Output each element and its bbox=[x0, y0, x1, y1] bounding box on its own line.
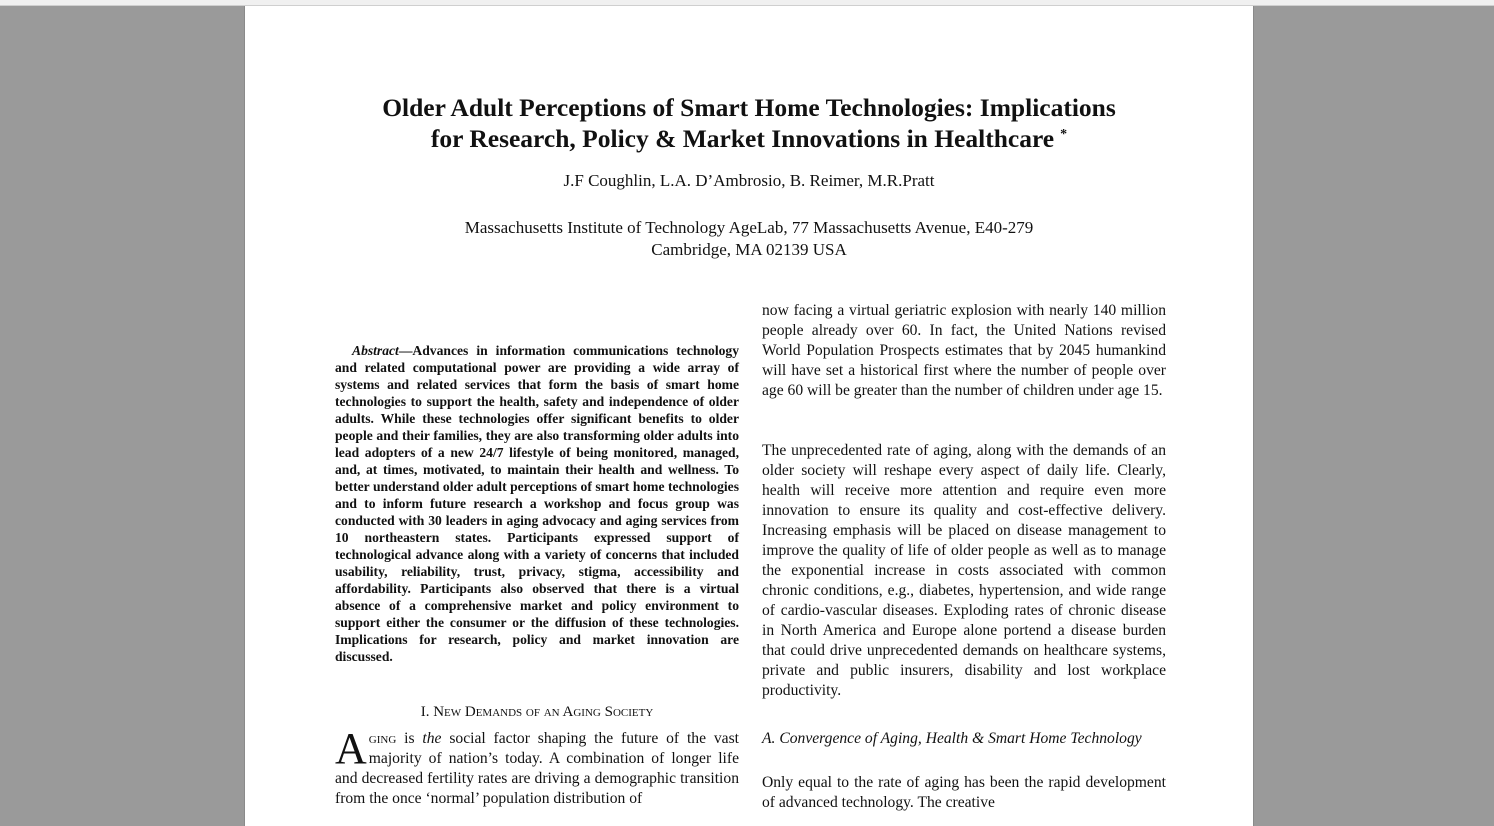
drop-cap: A bbox=[335, 724, 367, 773]
right-column-paragraph-2: The unprecedented rate of aging, along with the demands of an older society will reshape every aspect of daily life. Clearly, health will receive more attention and require even more innovation to ensure its quality and cost-effective delivery. Increasing emphasis will be placed on disease management to improve the quality of life of older people as well as to manage the exponential increase in costs associated with common chronic conditions, e.g., diabetes, hypertension, and wide range of cardio-vascular diseases. Exploding rates of chronic disease in North America and Europe alone portend a disease burden that could drive unprecedented demands on healthcare systems, private and public insurers, disability and lost workplace productivity. bbox=[762, 442, 1166, 699]
affiliation bbox=[245, 217, 1253, 261]
author-list: J.F Coughlin, L.A. D’Ambrosio, B. Reimer, M.R.Pratt bbox=[563, 171, 935, 190]
subsection-heading-a: A. Convergence of Aging, Health & Smart Home Technology bbox=[762, 730, 1142, 747]
intro-paragraph: Aging is the social factor shaping the future of the vast majority of nation’s today. A combination of longer life and decreased fertility rates are driving a demographic transition from the once ‘normal’ population distribution of bbox=[335, 724, 740, 807]
pdf-page bbox=[244, 6, 1254, 826]
right-column-paragraph-1: now facing a virtual geriatric explosion with nearly 140 million people already over 60. In fact, the United Nations revised World Population Prospects estimates that by 2045 humankind will have set a historical first where the number of people over age 60 will be greater than the number of children under age 15. bbox=[762, 302, 1166, 399]
title-line-2: for Research, Policy & Market Innovations in Healthcare * bbox=[430, 124, 1068, 153]
abstract-label: Abstract bbox=[352, 343, 399, 358]
abstract bbox=[335, 342, 739, 665]
title-line-1: Older Adult Perceptions of Smart Home Technologies: Implications bbox=[382, 93, 1116, 122]
affiliation-line-2: Cambridge, MA 02139 USA bbox=[651, 240, 847, 259]
section-heading-1: I. New Demands of an Aging Society bbox=[420, 704, 654, 720]
affiliation-line-1: Massachusetts Institute of Technology AgeLab, 77 Massachusetts Avenue, E40-279 bbox=[464, 218, 1034, 237]
paper-title bbox=[245, 92, 1253, 154]
title-footnote-mark: * bbox=[1060, 127, 1068, 142]
abstract-body: —Advances in information communications technology and related computational power are providing a wide array of systems and related services that form the basis of smart home technologies to support the health, safety and independence of older adults. While these technologies offer significant benefits to older people and their families, they are also transforming older adults into lead adopters of a new 24/7 lifestyle of being monitored, managed, and, at times, motivated, to maintain their health and wellness. To better understand older adult perceptions of smart home technologies and to inform future research a workshop and focus group was conducted with 30 leaders in aging advocacy and aging services from 10 northeastern states. Participants expressed support of technological advance along with a variety of concerns that included usability, reliability, trust, privacy, stigma, accessibility and affordability. Participants also observed that there is a virtual absence of a comprehensive market and policy environment to support either the consumer or the diffusion of these technologies. Implications for research, policy and market innovation are discussed. bbox=[335, 343, 739, 664]
right-column-paragraph-3: Only equal to the rate of aging has been the rapid development of advanced technology. The creative bbox=[762, 774, 1166, 811]
